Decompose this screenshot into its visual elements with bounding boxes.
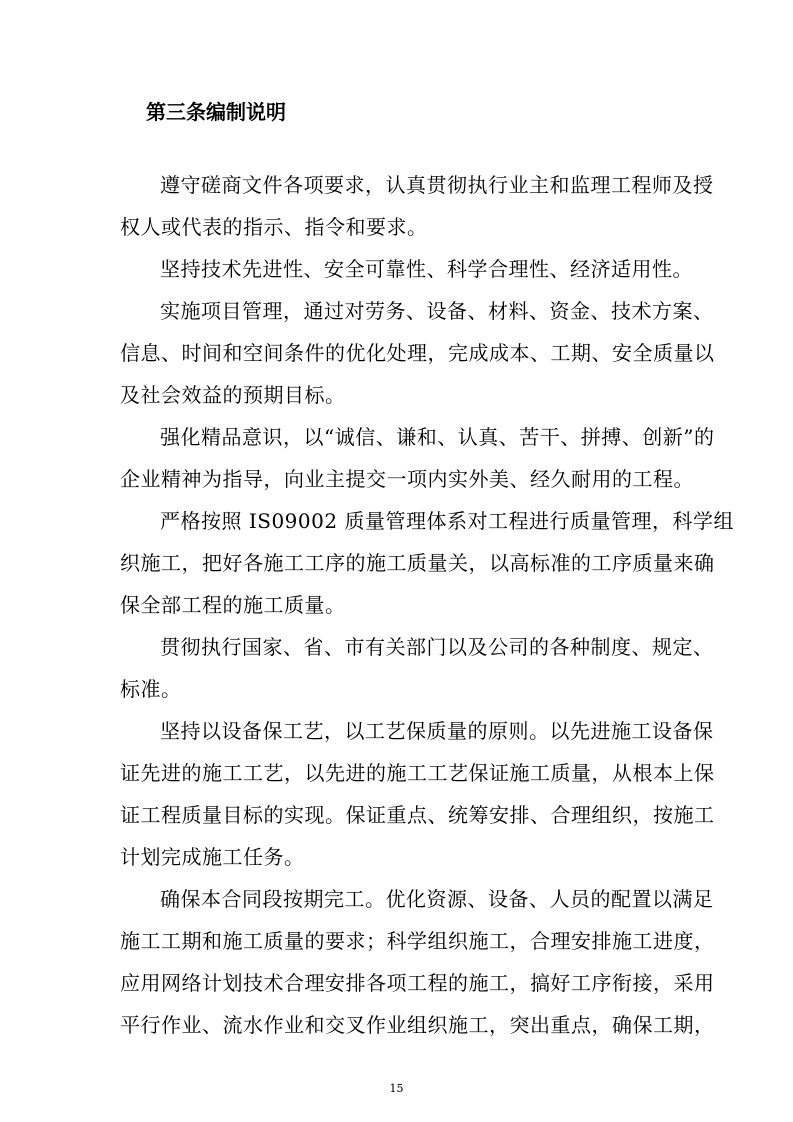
text-line: 施工工期和施工质量的要求；科学组织施工，合理安排施工进度， <box>120 929 715 953</box>
text-line: 计划完成施工任务。 <box>120 845 305 869</box>
paragraph <box>120 500 734 626</box>
text-line: 证先进的施工工艺，以先进的施工工艺保证施工质量，从根本上保 <box>120 761 715 785</box>
paragraph <box>120 416 715 500</box>
paragraph <box>120 710 715 878</box>
text-line: 证工程质量目标的实现。保证重点、统筹安排、合理组织，按施工 <box>120 803 715 827</box>
text-line: 实施项目管理，通过对劳务、设备、材料、资金、技术方案、 <box>160 299 714 323</box>
text-line: 权人或代表的指示、指令和要求。 <box>120 215 428 239</box>
paragraph <box>120 878 715 1046</box>
paragraph <box>120 164 714 248</box>
text-line: 遵守磋商文件各项要求，认真贯彻执行业主和监理工程师及授 <box>160 173 714 197</box>
text-line: 强化精品意识，以“诚信、谦和、认真、苦干、拼搏、创新”的 <box>160 425 715 449</box>
paragraph <box>120 626 714 710</box>
text-line: 坚持技术先进性、安全可靠性、科学合理性、经济适用性。 <box>160 257 693 281</box>
text-line: 保全部工程的施工质量。 <box>120 593 346 617</box>
text-line: 平行作业、流水作业和交叉作业组织施工，突出重点，确保工期， <box>120 1013 715 1037</box>
text-line: 及社会效益的预期目标。 <box>120 383 346 407</box>
text-line: 织施工，把好各施工工序的施工质量关，以高标准的工序质量来确 <box>120 551 715 575</box>
text-line: 确保本合同段按期完工。优化资源、设备、人员的配置以满足 <box>160 887 714 911</box>
text-line: 贯彻执行国家、省、市有关部门以及公司的各种制度、规定、 <box>160 635 714 659</box>
text-line: 标准。 <box>120 677 182 701</box>
text-line: 应用网络计划技术合理安排各项工程的施工，搞好工序衔接，采用 <box>120 971 715 995</box>
text-line: 坚持以设备保工艺，以工艺保质量的原则。以先进施工设备保 <box>160 719 714 743</box>
text-line: 企业精神为指导，向业主提交一项内实外美、经久耐用的工程。 <box>120 467 694 491</box>
text-line: 严格按照 IS09002 质量管理体系对工程进行质量管理，科学组 <box>160 509 734 533</box>
paragraph <box>120 248 693 290</box>
paragraph <box>120 290 715 416</box>
body-text <box>120 164 734 1046</box>
text-line: 信息、时间和空间条件的优化处理，完成成本、工期、安全质量以 <box>120 341 715 365</box>
section-heading: 第三条编制说明 <box>146 100 286 124</box>
page-number: 15 <box>389 1082 404 1095</box>
